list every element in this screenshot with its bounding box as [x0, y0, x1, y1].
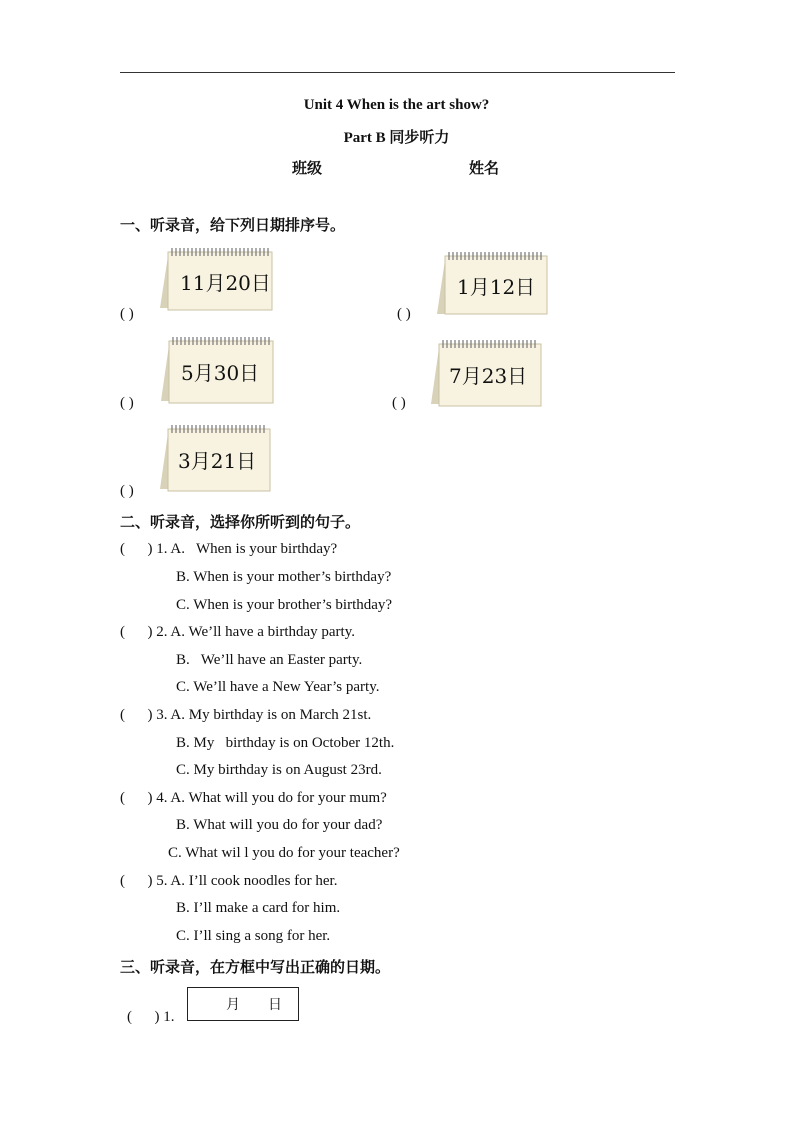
order-blank: ( ) [392, 395, 406, 411]
day-label: 日 [268, 998, 282, 1013]
question-number: ( ) 3. [120, 707, 171, 723]
section3-heading: 三、听录音，在方框中写出正确的日期。 [120, 958, 391, 976]
option-a: A. I’ll cook noodles for her. [170, 873, 338, 889]
option-b: B. When is your mother’s birthday? [176, 569, 392, 585]
option-c: C. We’ll have a New Year’s party. [176, 679, 380, 695]
option-a: A. We’ll have a birthday party. [170, 624, 355, 640]
answer-number: ( ) 1. [127, 1009, 175, 1025]
option-a: A. When is your birthday? [170, 541, 338, 557]
question-4 [120, 790, 387, 807]
section1-heading: 一、听录音，给下列日期排序号。 [120, 216, 346, 234]
option-a: A. My birthday is on March 21st. [170, 707, 372, 723]
question-number: ( ) 5. [120, 873, 171, 889]
calendar-date: 1月12日 [457, 275, 536, 299]
calendar-date: 5月30日 [181, 361, 260, 385]
date-answer-box[interactable] [187, 987, 299, 1021]
option-c: C. What wil l you do for your teacher? [168, 845, 400, 861]
order-blank: ( ) [120, 395, 134, 411]
part-title: Part B 同步听力 [343, 130, 450, 146]
calendar-card [431, 338, 543, 410]
calendar-card [160, 423, 272, 495]
calendar-card [437, 250, 549, 318]
question-3 [120, 707, 371, 724]
month-label: 月 [226, 998, 240, 1013]
option-b: B. My birthday is on October 12th. [176, 735, 395, 751]
question-2 [120, 624, 355, 641]
order-blank: ( ) [397, 306, 411, 322]
question-5 [120, 873, 337, 890]
unit-title: Unit 4 When is the art show? [303, 97, 490, 113]
calendar-date: 11月20日 [180, 271, 271, 295]
name-label: 姓名 [469, 161, 500, 177]
calendar-card [160, 246, 275, 314]
option-c: C. I’ll sing a song for her. [176, 928, 331, 944]
question-number: ( ) 4. [120, 790, 171, 806]
question-1 [120, 541, 337, 558]
order-blank: ( ) [120, 306, 134, 322]
order-blank: ( ) [120, 483, 134, 499]
option-a: A. What will you do for your mum? [170, 790, 387, 806]
question-number: ( ) 1. [120, 541, 171, 557]
option-b: B. I’ll make a card for him. [176, 900, 341, 916]
option-c: C. When is your brother’s birthday? [176, 597, 393, 613]
option-b: B. We’ll have an Easter party. [176, 652, 363, 668]
header-rule [120, 72, 675, 73]
option-c: C. My birthday is on August 23rd. [176, 762, 382, 778]
question-number: ( ) 2. [120, 624, 171, 640]
calendar-date: 3月21日 [178, 449, 257, 473]
section2-heading: 二、听录音，选择你所听到的句子。 [120, 513, 361, 531]
class-label: 班级 [292, 161, 323, 177]
calendar-card [161, 335, 276, 407]
calendar-date: 7月23日 [449, 364, 528, 388]
option-b: B. What will you do for your dad? [176, 817, 383, 833]
